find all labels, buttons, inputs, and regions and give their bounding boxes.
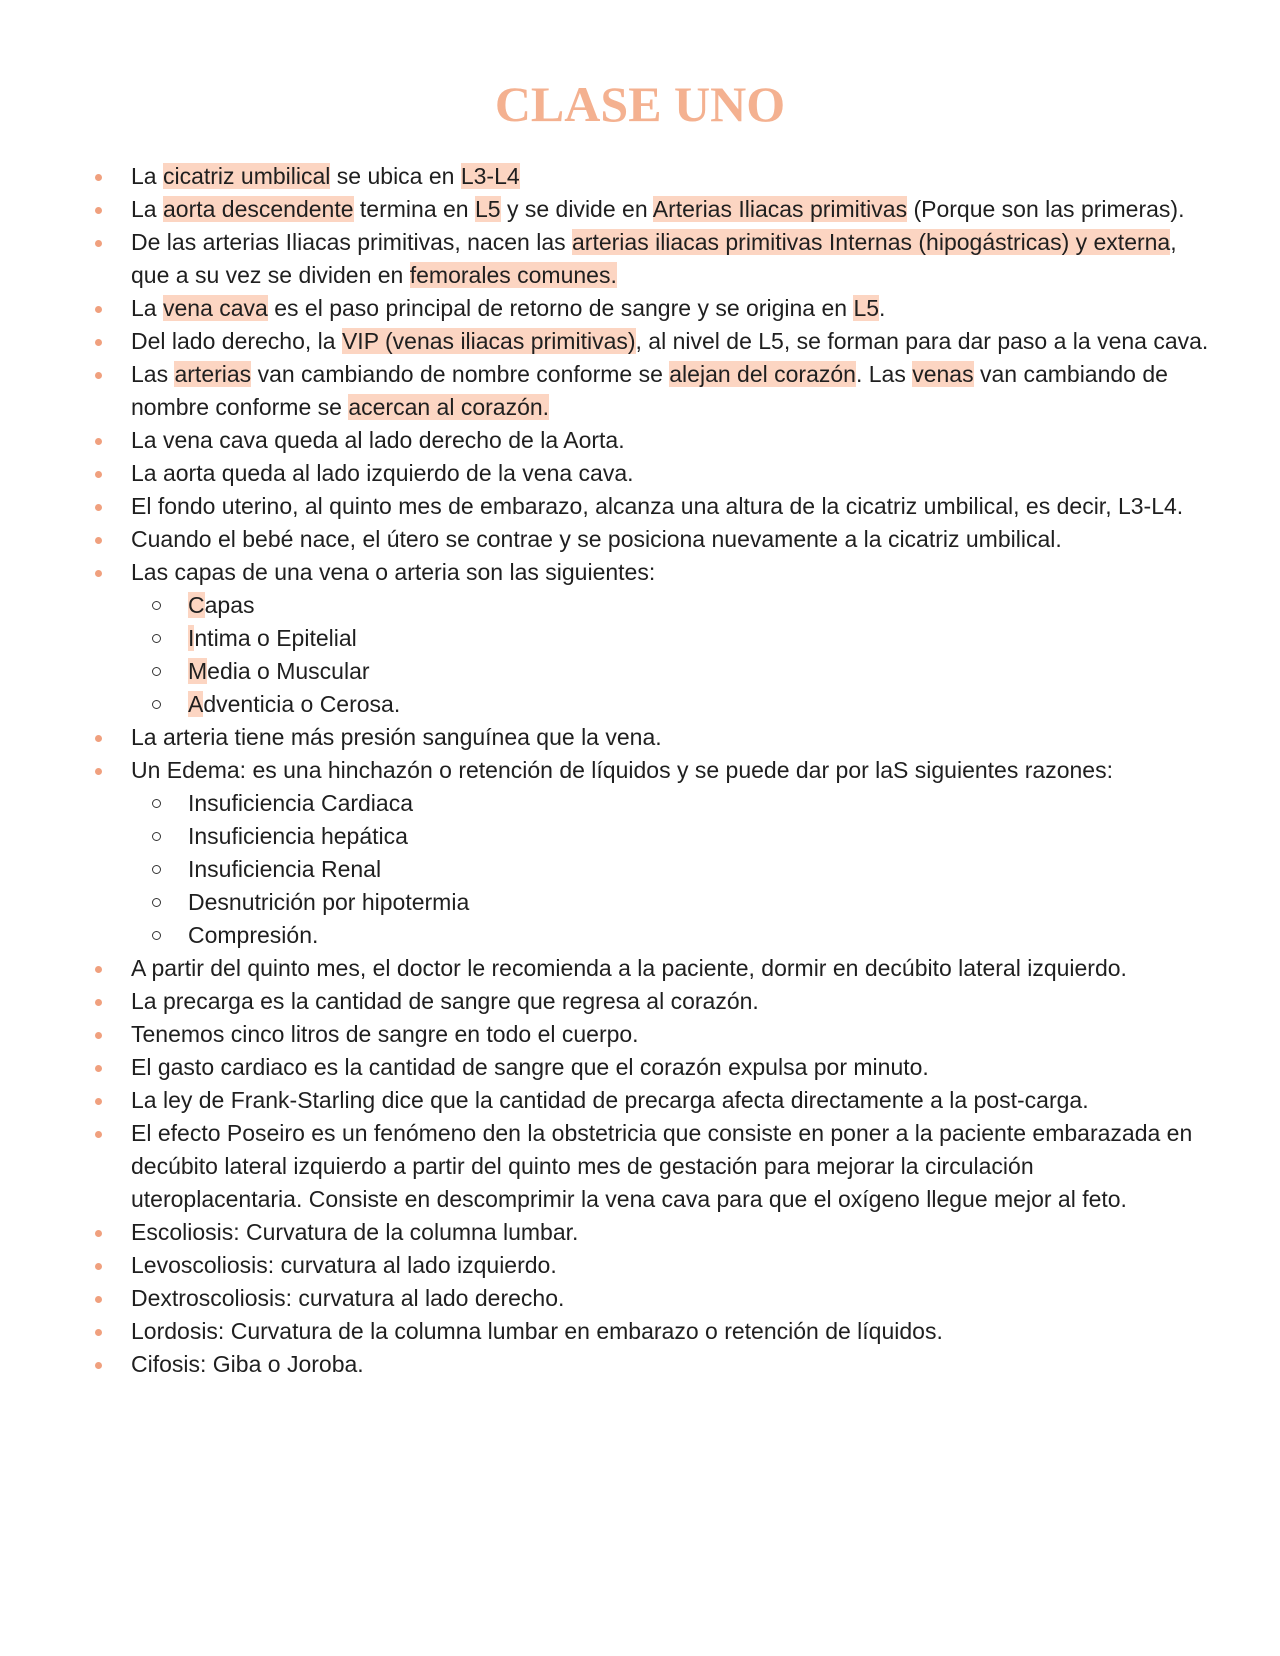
sub-list-item xyxy=(188,688,1211,721)
list-item xyxy=(131,1249,1211,1282)
highlighted-text: alejan del corazón xyxy=(669,361,856,387)
text-segment: apas xyxy=(204,592,255,618)
list-item xyxy=(131,1084,1211,1117)
list-item xyxy=(131,1348,1211,1381)
highlighted-text: L5 xyxy=(474,196,501,222)
highlighted-text: cicatriz umbilical xyxy=(162,163,331,189)
text-segment: y se divide en xyxy=(500,196,653,222)
sub-list-item xyxy=(188,853,1211,886)
list-item xyxy=(131,193,1211,226)
text-segment: ntima o Epitelial xyxy=(194,625,357,651)
text-segment: Dextroscoliosis: curvatura al lado derecho. xyxy=(131,1285,565,1311)
sub-list-item xyxy=(188,787,1211,820)
sub-list-item xyxy=(188,820,1211,853)
text-segment: Cifosis: Giba o Joroba. xyxy=(131,1351,364,1377)
list-item xyxy=(131,325,1211,358)
highlighted-text: aorta descendente xyxy=(162,196,354,222)
text-segment: dventicia o Cerosa. xyxy=(203,691,401,717)
text-segment: se ubica en xyxy=(330,163,461,189)
list-item xyxy=(131,1216,1211,1249)
text-segment: van cambiando de nombre conforme se xyxy=(131,361,1168,420)
list-item xyxy=(131,1315,1211,1348)
highlighted-text: M xyxy=(188,658,208,684)
highlighted-text: Arterias Iliacas primitivas xyxy=(652,196,908,222)
list-item xyxy=(131,1117,1211,1216)
highlighted-text: A xyxy=(188,691,204,717)
text-segment: , que a su vez se dividen en xyxy=(131,229,1177,288)
highlighted-text: arterias iliacas primitivas Internas (hipogástricas) y externa xyxy=(572,229,1171,255)
text-segment: Un Edema: es una hinchazón o retención de líquidos y se puede dar por laS siguientes razones: xyxy=(131,757,1113,783)
sub-list-item xyxy=(188,886,1211,919)
text-segment: es el paso principal de retorno de sangre y se origina en xyxy=(267,295,854,321)
text-segment: termina en xyxy=(353,196,475,222)
text-segment: De las arterias Iliacas primitivas, nacen las xyxy=(131,229,572,255)
highlighted-text: VIP (venas iliacas primitivas) xyxy=(341,328,636,354)
list-item xyxy=(131,358,1211,424)
text-segment: , al nivel de L5, se forman para dar paso a la vena cava. xyxy=(635,328,1209,354)
highlighted-text: I xyxy=(188,625,195,651)
list-item xyxy=(131,952,1211,985)
list-item xyxy=(131,985,1211,1018)
text-segment: La xyxy=(131,163,163,189)
list-item xyxy=(131,490,1211,523)
highlighted-text: L3-L4 xyxy=(460,163,520,189)
list-item xyxy=(131,457,1211,490)
text-segment: Escoliosis: Curvatura de la columna lumbar. xyxy=(131,1219,579,1245)
list-item xyxy=(131,523,1211,556)
text-segment: Insuficiencia hepática xyxy=(188,823,408,849)
page-title: CLASE UNO xyxy=(494,76,786,132)
text-segment: La ley de Frank-Starling dice que la cantidad de precarga afecta directamente a la post-carga. xyxy=(131,1087,1089,1113)
text-segment: A partir del quinto mes, el doctor le recomienda a la paciente, dormir en decúbito lateral izquierdo. xyxy=(131,955,1127,981)
sub-list xyxy=(131,589,1211,721)
text-segment: Compresión. xyxy=(188,922,319,948)
list-item xyxy=(131,226,1211,292)
highlighted-text: venas xyxy=(912,361,974,387)
list-item xyxy=(131,1018,1211,1051)
text-segment: van cambiando de nombre conforme se xyxy=(251,361,670,387)
text-segment: El efecto Poseiro es un fenómeno den la obstetricia que consiste en poner a la paciente embarazada en decúbito lateral izquierdo a partir del quinto mes de gestación para mejorar la circulación uteroplacentaria. Consiste en descomprimir la vena cava para que el oxígeno llegue mejor al feto. xyxy=(131,1120,1193,1212)
notes-list xyxy=(131,160,1211,1381)
highlighted-text: acercan al corazón. xyxy=(348,394,550,420)
list-item xyxy=(131,721,1211,754)
text-segment: El fondo uterino, al quinto mes de embarazo, alcanza una altura de la cicatriz umbilical, es decir, L3-L4. xyxy=(131,493,1184,519)
list-item xyxy=(131,754,1211,952)
list-item xyxy=(131,556,1211,721)
text-segment: Cuando el bebé nace, el útero se contrae y se posiciona nuevamente a la cicatriz umbilical. xyxy=(131,526,1062,552)
text-segment: Insuficiencia Cardiaca xyxy=(188,790,414,816)
list-item xyxy=(131,160,1211,193)
text-segment: Levoscoliosis: curvatura al lado izquierdo. xyxy=(131,1252,557,1278)
text-segment: La xyxy=(131,196,163,222)
text-segment: Insuficiencia Renal xyxy=(188,856,382,882)
text-segment: Tenemos cinco litros de sangre en todo el cuerpo. xyxy=(131,1021,639,1047)
sub-list xyxy=(131,787,1211,952)
highlighted-text: L5 xyxy=(853,295,880,321)
text-segment: . Las xyxy=(855,361,913,387)
text-segment: La vena cava queda al lado derecho de la Aorta. xyxy=(131,427,625,453)
text-segment: Del lado derecho, la xyxy=(131,328,342,354)
text-segment: Las capas de una vena o arteria son las siguientes: xyxy=(131,559,656,585)
sub-list-item xyxy=(188,655,1211,688)
text-segment: La xyxy=(131,295,163,321)
text-segment: Desnutrición por hipotermia xyxy=(188,889,470,915)
text-segment: Lordosis: Curvatura de la columna lumbar en embarazo o retención de líquidos. xyxy=(131,1318,943,1344)
text-segment: La arteria tiene más presión sanguínea que la vena. xyxy=(131,724,662,750)
text-segment: (Porque son las primeras). xyxy=(907,196,1185,222)
text-segment: El gasto cardiaco es la cantidad de sangre que el corazón expulsa por minuto. xyxy=(131,1054,929,1080)
text-segment: . xyxy=(879,295,886,321)
list-item xyxy=(131,424,1211,457)
highlighted-text: vena cava xyxy=(162,295,268,321)
highlighted-text: C xyxy=(188,592,205,618)
sub-list-item xyxy=(188,919,1211,952)
sub-list-item xyxy=(188,622,1211,655)
text-segment: La aorta queda al lado izquierdo de la vena cava. xyxy=(131,460,634,486)
text-segment: Las xyxy=(131,361,175,387)
text-segment: edia o Muscular xyxy=(207,658,370,684)
highlighted-text: femorales comunes. xyxy=(409,262,617,288)
list-item xyxy=(131,1282,1211,1315)
list-item xyxy=(131,292,1211,325)
highlighted-text: arterias xyxy=(174,361,252,387)
text-segment: La precarga es la cantidad de sangre que regresa al corazón. xyxy=(131,988,759,1014)
sub-list-item xyxy=(188,589,1211,622)
list-item xyxy=(131,1051,1211,1084)
